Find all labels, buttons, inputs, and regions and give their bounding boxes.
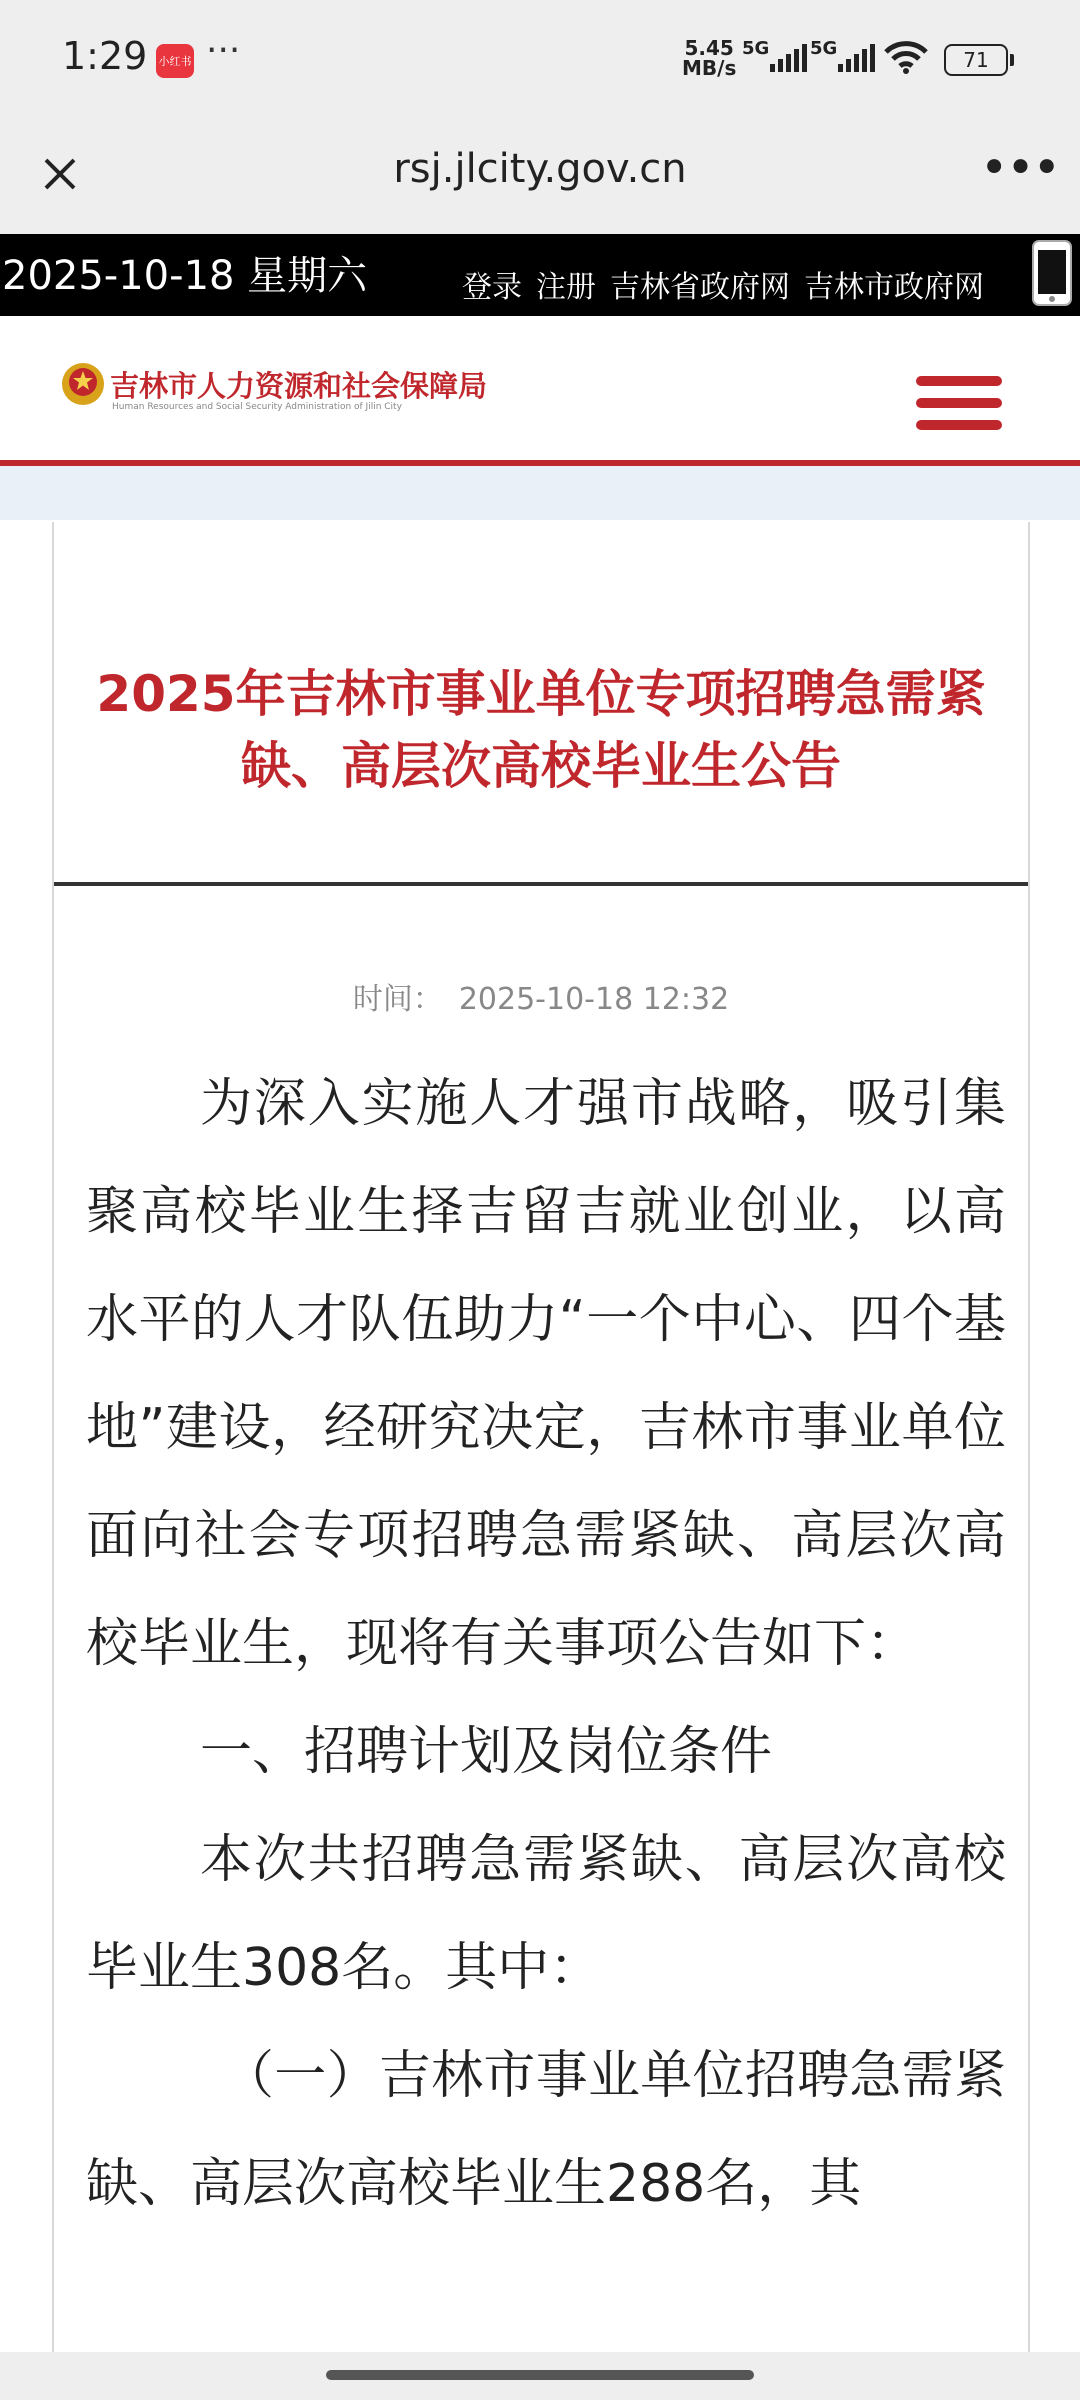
article-body <box>86 1050 1006 2238</box>
network-type-2: 5G <box>810 38 838 59</box>
battery-indicator: 71 <box>944 44 1008 76</box>
topbar-links <box>462 262 984 306</box>
paragraph-subsection: （一）吉林市事业单位招聘急需紧缺、高层次高校毕业生288名，其 <box>86 2046 1006 2214</box>
network-speed-unit: MB/s <box>682 56 737 80</box>
paragraph-total: 本次共招聘急需紧缺、高层次高校毕业生308名。其中： <box>86 1830 1006 1998</box>
signal-icon-2 <box>838 44 875 72</box>
national-emblem-icon <box>60 360 106 408</box>
browser-toolbar <box>0 118 1080 234</box>
article-meta <box>54 974 1028 1018</box>
status-time: 1:29 <box>62 34 148 78</box>
site-header <box>0 316 1080 466</box>
hamburger-menu-icon[interactable] <box>916 376 1002 436</box>
more-options-button[interactable]: ••• <box>980 140 1059 196</box>
register-link[interactable]: 注册 <box>536 270 596 305</box>
signal-icon-1 <box>770 44 807 72</box>
breadcrumb-strip <box>0 466 1080 520</box>
publish-time: 2025-10-18 12:32 <box>458 982 730 1017</box>
site-logo-english: Human Resources and Social Security Administration of Jilin City <box>112 402 402 412</box>
login-link[interactable]: 登录 <box>462 270 522 305</box>
article-title: 2025年吉林市事业单位专项招聘急需紧缺、高层次高校毕业生公告 <box>96 665 986 795</box>
time-label: 时间： <box>352 982 443 1017</box>
jilin-city-gov-link[interactable]: 吉林市政府网 <box>804 270 984 305</box>
status-bar <box>0 0 1080 118</box>
app-notification-icon: 小红书 <box>156 44 194 78</box>
article-container <box>52 522 1030 2362</box>
network-speed-value: 5.45 <box>684 36 734 60</box>
section-heading: 一、招聘计划及岗位条件 <box>200 1722 773 1782</box>
site-topbar <box>0 234 1080 316</box>
url-display[interactable]: rsj.jlcity.gov.cn <box>393 146 687 192</box>
jilin-province-gov-link[interactable]: 吉林省政府网 <box>610 270 790 305</box>
network-type-1: 5G <box>742 38 770 59</box>
more-notifications-icon: ··· <box>206 30 241 71</box>
paragraph-intro: 为深入实施人才强市战略，吸引集聚高校毕业生择吉留吉就业创业，以高水平的人才队伍助力“一个中心、四个基地”建设，经研究决定，吉林市事业单位面向社会专项招聘急需紧缺、高层次高校毕业生，现将有关事项公告如下： <box>86 1074 1006 1674</box>
wifi-icon <box>882 40 930 74</box>
title-divider <box>54 882 1028 886</box>
mobile-phone-icon[interactable] <box>1030 238 1074 308</box>
gesture-handle[interactable] <box>326 2370 754 2380</box>
network-speed <box>682 38 736 78</box>
site-logo-text[interactable]: 吉林市人力资源和社会保障局 <box>110 369 488 403</box>
topbar-date: 2025-10-18 星期六 <box>2 253 368 299</box>
